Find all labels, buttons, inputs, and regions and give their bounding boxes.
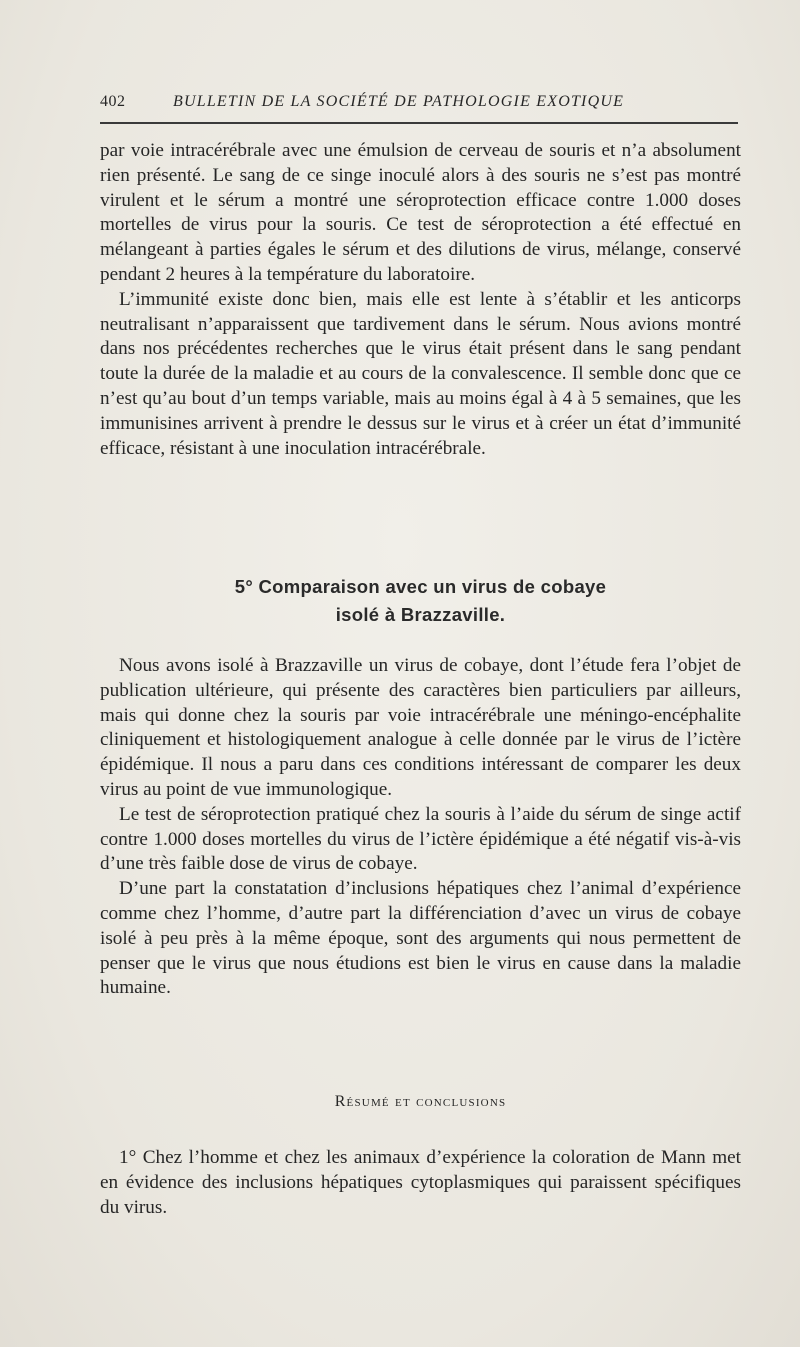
- section-text-resume: [100, 1146, 741, 1220]
- section-heading-comparison: [100, 573, 741, 629]
- header-rule: [100, 122, 738, 124]
- paragraph: Nous avons isolé à Brazzaville un virus de cobaye, dont l’étude fera l’objet de publication ultérieure, qui présente des caractères bien particuliers par ailleurs, mais qui donne chez la souris par voie intracérébrale une méningo-encéphalite cliniquement et histologiquement analogue à celle donnée par le virus de l’ictère épidémique. Il nous a paru dans ces conditions intéressant de comparer les deux virus au point de vue immunologique.: [100, 655, 741, 800]
- paragraph: L’immunité existe donc bien, mais elle est lente à s’établir et les anticorps neutralisant n’apparaissent que tardivement dans le sérum. Nous avions montré dans nos précédentes recherches que le virus était présent dans le sang pendant toute la durée de la maladie et au cours de la convalescence. Il semble donc que ce n’est qu’au bout d’un temps variable, mais au moins égal à 4 à 5 semaines, que les immunisines arrivent à prendre le dessus sur le virus et à créer un état d’immunité efficace, résistant à une inoculation intracérébrale.: [100, 288, 741, 459]
- section-heading-line: isolé à Brazzaville.: [335, 604, 506, 625]
- section-text-immunity: [100, 139, 741, 461]
- section-text-comparison: [100, 654, 741, 1001]
- paragraph: Le test de séroprotection pratiqué chez la souris à l’aide du sérum de singe actif contre 1.000 doses mortelles du virus de l’ictère épidémique a été négatif vis-à-vis d’une très faible dose de virus de cobaye.: [100, 803, 741, 875]
- paragraph: par voie intracérébrale avec une émulsion de cerveau de souris et n’a absolument rien présenté. Le sang de ce singe inoculé alors à des souris ne s’est pas montré virulent et le sérum a montré une séroprotection efficace contre 1.000 doses mortelles de virus pour la souris. Ce test de séroprotection a été effectué en mélangeant à parties égales le sérum et des dilutions de virus, mélange, conservé pendant 2 heures à la température du laboratoire.: [100, 140, 741, 285]
- page-number: 402: [100, 93, 126, 110]
- page-header: [100, 93, 740, 123]
- running-head: BULLETIN DE LA SOCIÉTÉ DE PATHOLOGIE EXOTIQUE: [173, 93, 625, 110]
- section-heading-line: 5° Comparaison avec un virus de cobaye: [234, 576, 607, 597]
- section-heading-resume: Résumé et conclusions: [334, 1093, 507, 1110]
- paragraph: 1° Chez l’homme et chez les animaux d’expérience la coloration de Mann met en évidence des inclusions hépatiques cytoplasmiques qui paraissent spécifiques du virus.: [100, 1147, 741, 1218]
- paragraph: D’une part la constatation d’inclusions hépatiques chez l’animal d’expérience comme chez l’homme, d’autre part la différenciation d’avec un virus de cobaye isolé à peu près à la même époque, sont des arguments qui nous permettent de penser que le virus que nous étudions est bien le virus en cause dans la maladie humaine.: [100, 878, 741, 999]
